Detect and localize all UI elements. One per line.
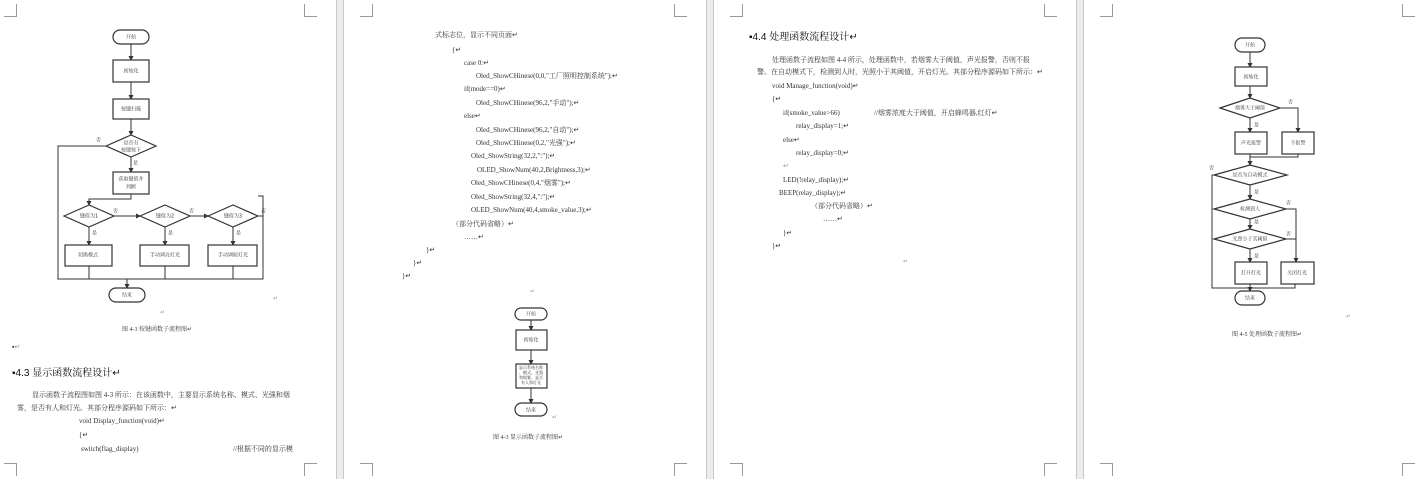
code-line: OLED_ShowNum(40,4,smoke_value,3);↵ <box>471 206 592 214</box>
svg-text:是否为自动模式: 是否为自动模式 <box>1232 172 1268 179</box>
svg-text:初始化: 初始化 <box>123 68 139 75</box>
code-line: else↵ <box>464 112 481 120</box>
svg-text:手动调暗灯光: 手动调暗灯光 <box>217 252 249 259</box>
svg-text:否: 否 <box>261 208 267 215</box>
svg-text:初始化: 初始化 <box>1243 74 1259 81</box>
svg-text:打开灯光: 打开灯光 <box>1240 270 1262 277</box>
code-line: Oled_ShowCHinese(0,2,"光强");↵ <box>476 139 576 147</box>
body-paragraph-line: 警。在自动模式下，检测到人时，光照小于其阈值，开启灯光。其部分程序源码如下所示：↵ <box>757 68 1043 76</box>
svg-text:否: 否 <box>1286 231 1292 238</box>
svg-text:否: 否 <box>1288 99 1294 106</box>
section-heading: ▪4.3 显示函数流程设计↵ <box>12 368 121 379</box>
code-line: ……↵ <box>823 215 843 223</box>
paragraph-mark: ↵ <box>903 259 909 265</box>
code-line: if(mode==0)↵ <box>464 85 506 93</box>
svg-text:声光报警: 声光报警 <box>1240 140 1262 147</box>
code-comment: //烟雾浓度大于阈值，开启蜂鸣器,红灯↵ <box>874 109 998 117</box>
key-function-flowchart <box>58 30 266 302</box>
code-line: void Manage_function(void)↵ <box>772 82 859 90</box>
svg-text:、模式、光强: 、模式、光强 <box>519 370 543 375</box>
svg-text:否: 否 <box>1209 165 1215 172</box>
svg-text:是否有: 是否有 <box>123 140 139 147</box>
paragraph-mark: ↵ <box>273 296 279 302</box>
code-line: Oled_ShowString(32,4,":");↵ <box>471 193 556 201</box>
svg-text:结束: 结束 <box>121 292 133 299</box>
code-line: }↵ <box>402 272 412 280</box>
code-comment: //根据不同的显示模 <box>233 445 293 453</box>
svg-text:获取键值并: 获取键值并 <box>118 176 144 183</box>
code-line: LED(!relay_display);↵ <box>783 176 850 184</box>
process-function-flowchart <box>1209 38 1314 305</box>
svg-text:判断: 判断 <box>125 184 137 191</box>
svg-text:结束: 结束 <box>1244 295 1256 302</box>
code-line: Oled_ShowCHinese(96,2,"手动");↵ <box>476 99 580 107</box>
body-paragraph-line: 雾，是否有人和灯光。其部分程序源码如下所示：↵ <box>17 404 177 412</box>
code-line: relay_display=0;↵ <box>796 149 849 157</box>
heading-text: 4.3 显示函数流程设计↵ <box>15 368 121 379</box>
code-line: ↵ <box>783 162 789 170</box>
svg-text:按键扫描: 按键扫描 <box>120 106 142 113</box>
empty-bullet-paragraph: ▪↵ <box>12 343 21 351</box>
code-line: {↵ <box>79 431 89 439</box>
code-line: }↵ <box>426 246 436 254</box>
body-paragraph-line: 处理函数子流程如图 4-4 所示，处理函数中，若烟雾大于阈值，声光报警，否则不报 <box>772 56 1030 64</box>
svg-text:开始: 开始 <box>525 311 537 318</box>
svg-text:初始化: 初始化 <box>523 337 539 344</box>
svg-text:否: 否 <box>189 208 195 215</box>
svg-text:有人和灯光: 有人和灯光 <box>521 380 541 385</box>
code-line: }↵ <box>413 259 423 267</box>
paragraph-mark: ↵ <box>530 289 536 295</box>
svg-text:是: 是 <box>92 230 98 237</box>
code-line: {↵ <box>452 46 462 54</box>
code-line: Oled_ShowCHinese(96,2,"自动");↵ <box>476 126 580 134</box>
code-line: case 0:↵ <box>464 59 490 67</box>
svg-text:显示系统名称: 显示系统名称 <box>519 365 543 370</box>
svg-text:是: 是 <box>133 160 139 167</box>
svg-text:开始: 开始 <box>1244 42 1256 49</box>
code-line: （部分代码省略）↵ <box>811 202 873 210</box>
body-paragraph-line: 显示函数子流程图如图 4-3 所示：在该函数中，主要显示系统名称、模式、光强和烟 <box>32 391 290 399</box>
svg-text:否: 否 <box>1286 200 1292 207</box>
code-line: void Display_function(void)↵ <box>79 417 165 425</box>
paragraph-mark: ↵ <box>14 343 21 351</box>
svg-text:关闭灯光: 关闭灯光 <box>1286 270 1308 277</box>
code-line: Oled_ShowCHinese(0,4,"烟雾");↵ <box>471 179 571 187</box>
svg-text:是: 是 <box>1254 253 1260 260</box>
svg-text:不报警: 不报警 <box>1290 140 1306 147</box>
heading-text: 4.4 处理函数流程设计↵ <box>752 32 858 43</box>
svg-text:键值为1: 键值为1 <box>79 213 99 220</box>
svg-text:按键按下: 按键按下 <box>120 147 142 154</box>
figure-caption: 图 4-5 处理函数子流程图↵ <box>1232 332 1303 338</box>
code-line: {↵ <box>772 95 782 103</box>
paragraph-mark: ↵ <box>1346 314 1352 320</box>
svg-text:是: 是 <box>168 230 174 237</box>
svg-text:烟雾大于阈值: 烟雾大于阈值 <box>1234 105 1266 112</box>
svg-text:是: 是 <box>1254 122 1260 129</box>
figure-caption: 图 4-3 按键函数子流程图↵ <box>122 327 193 333</box>
code-line: （部分代码省略）↵ <box>452 220 514 228</box>
code-line: Oled_ShowString(32,2,":");↵ <box>471 152 556 160</box>
flow-get-key-box <box>113 172 149 194</box>
code-line: OLED_ShowNum(40,2,Brightness,3);↵ <box>477 166 591 174</box>
svg-text:是: 是 <box>236 230 242 237</box>
svg-text:光照小于其阈值: 光照小于其阈值 <box>1232 236 1268 243</box>
paragraph-mark: ↵ <box>160 310 166 316</box>
svg-text:否: 否 <box>96 137 102 144</box>
svg-text:否: 否 <box>113 208 119 215</box>
code-line: if(smoke_value>66) <box>783 109 840 117</box>
figure-caption: 图 4-3 显示函数子流程图↵ <box>493 435 564 441</box>
svg-text:键值为2: 键值为2 <box>155 213 175 220</box>
svg-text:是: 是 <box>1254 189 1260 196</box>
code-line: 式标志位，显示不同页面↵ <box>435 31 518 39</box>
display-function-flowchart <box>515 308 547 416</box>
code-line: BEEP(relay_display);↵ <box>779 189 847 197</box>
svg-text:切换模式: 切换模式 <box>77 252 99 259</box>
code-line: }↵ <box>783 229 793 237</box>
svg-text:手动调亮灯光: 手动调亮灯光 <box>149 252 181 259</box>
svg-text:结束: 结束 <box>525 407 537 414</box>
svg-text:键值为3: 键值为3 <box>223 213 243 220</box>
code-line: ……↵ <box>464 233 484 241</box>
code-line: }↵ <box>772 242 782 250</box>
svg-text:检测到人: 检测到人 <box>1239 206 1261 213</box>
code-line: relay_display=1;↵ <box>796 122 849 130</box>
svg-text:是: 是 <box>1254 219 1260 226</box>
paragraph-mark: ↵ <box>552 415 558 421</box>
svg-text:开始: 开始 <box>125 34 137 41</box>
code-line: Oled_ShowCHinese(0,0,"工厂照明控制系统");↵ <box>476 72 618 80</box>
section-heading: ▪4.4 处理函数流程设计↵ <box>749 32 858 43</box>
svg-text:和烟雾、是否: 和烟雾、是否 <box>519 375 543 380</box>
code-line: switch(flag_display) <box>81 445 139 453</box>
code-line: else↵ <box>783 136 800 144</box>
